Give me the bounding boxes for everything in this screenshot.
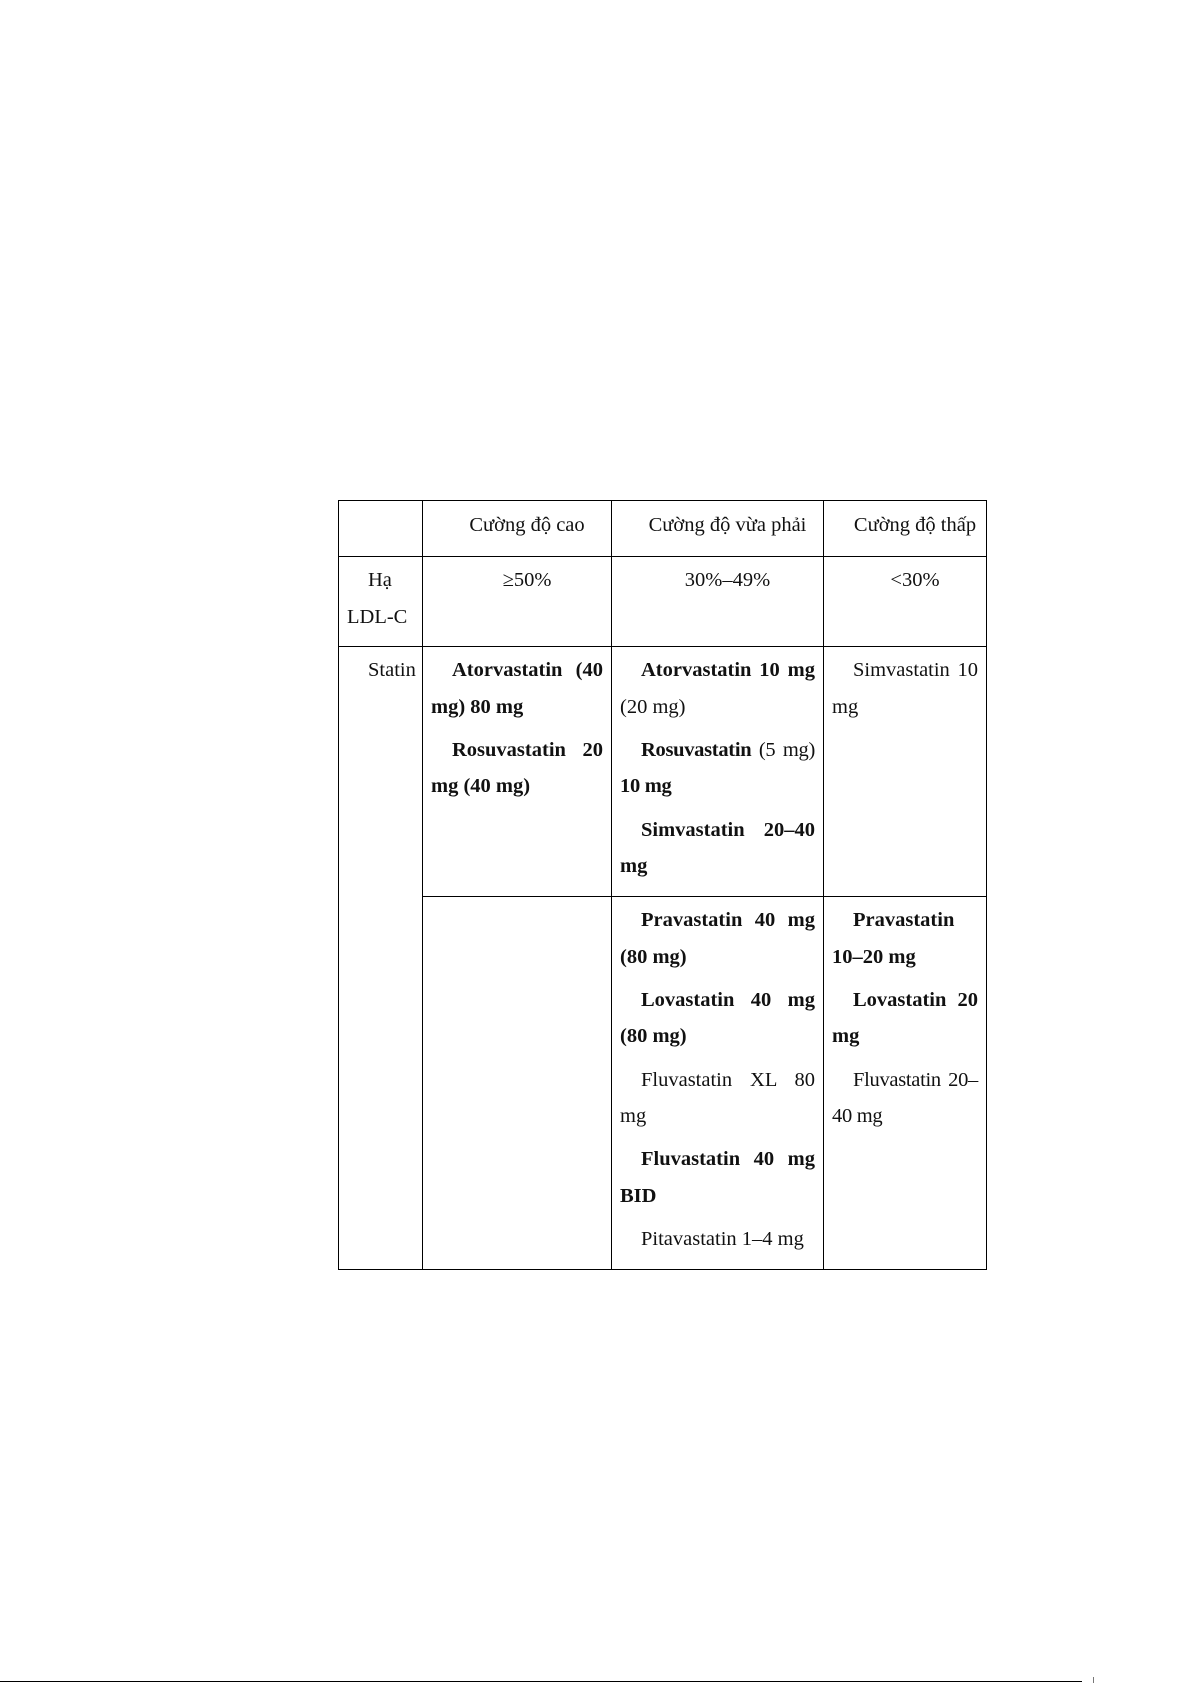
header-moderate-label: Cường độ vừa phải <box>648 514 807 536</box>
drug-dose-optional: (5 mg) <box>758 738 815 761</box>
group-1-high-cell <box>423 647 612 897</box>
drug-dose-item: Pravastatin 10–20 mg <box>832 909 955 968</box>
group-2-high-cell <box>423 897 612 1270</box>
group-1-low-cell <box>824 647 987 897</box>
header-low-label: Cường độ thấp <box>853 514 977 536</box>
group-1-moderate-cell <box>612 647 824 897</box>
drug-dose-bold: 10 mg <box>620 775 672 798</box>
drug-dose-item <box>620 732 815 805</box>
ldl-low-value: <30% <box>890 569 940 591</box>
statin-row-group-2 <box>339 897 987 1270</box>
header-cell-moderate <box>612 501 824 557</box>
drug-dose-item: Pravastatin 40 mg (80 mg) <box>620 909 815 968</box>
page-footer-rule <box>0 1681 1082 1682</box>
ldl-moderate-value: 30%–49% <box>684 569 771 591</box>
statin-label: Statin <box>368 659 416 681</box>
header-high-label: Cường độ cao <box>469 514 585 536</box>
drug-dose-item: Simvastatin 10 mg <box>832 659 978 718</box>
drug-name-bold: Rosuvastatin <box>641 738 752 761</box>
drug-dose-item: Fluvastatin 20–40 mg <box>832 1068 978 1128</box>
drug-dose-item <box>620 652 815 725</box>
corner-cell <box>339 501 423 557</box>
drug-dose-bold: Atorvastatin 10 mg <box>641 659 815 681</box>
drug-dose-item: Fluvastatin XL 80 mg <box>620 1068 815 1128</box>
drug-dose-optional: (20 mg) <box>620 695 686 718</box>
ldl-reduction-row <box>339 557 987 647</box>
group-2-low-cell <box>824 897 987 1270</box>
drug-dose-item: Lovastatin 20 mg <box>832 988 978 1048</box>
drug-dose-item: Lovastatin 40 mg (80 mg) <box>620 988 815 1048</box>
header-cell-low <box>824 501 987 557</box>
ldl-low-cell <box>824 557 987 647</box>
ldl-label: Hạ LDL-C <box>347 569 408 628</box>
ldl-label-cell <box>339 557 423 647</box>
drug-dose-item: Fluvastatin 40 mg BID <box>620 1148 815 1207</box>
drug-dose-item: Pitavastatin 1–4 mg <box>641 1228 804 1251</box>
ldl-high-cell <box>423 557 612 647</box>
statin-label-cell <box>339 647 423 1270</box>
header-cell-high <box>423 501 612 557</box>
statin-intensity-table <box>338 500 987 1270</box>
ldl-high-value: ≥50% <box>502 569 552 591</box>
group-2-moderate-cell <box>612 897 824 1270</box>
drug-dose-item: Atorvastatin (40 mg) 80 mg <box>431 659 603 718</box>
drug-dose-item: Rosuvastatin 20 mg (40 mg) <box>431 738 603 798</box>
statin-row-group-1 <box>339 647 987 897</box>
ldl-moderate-cell <box>612 557 824 647</box>
header-row <box>339 501 987 557</box>
drug-dose-item: Simvastatin 20–40 mg <box>620 818 815 878</box>
page-footer-mark <box>1093 1677 1094 1683</box>
